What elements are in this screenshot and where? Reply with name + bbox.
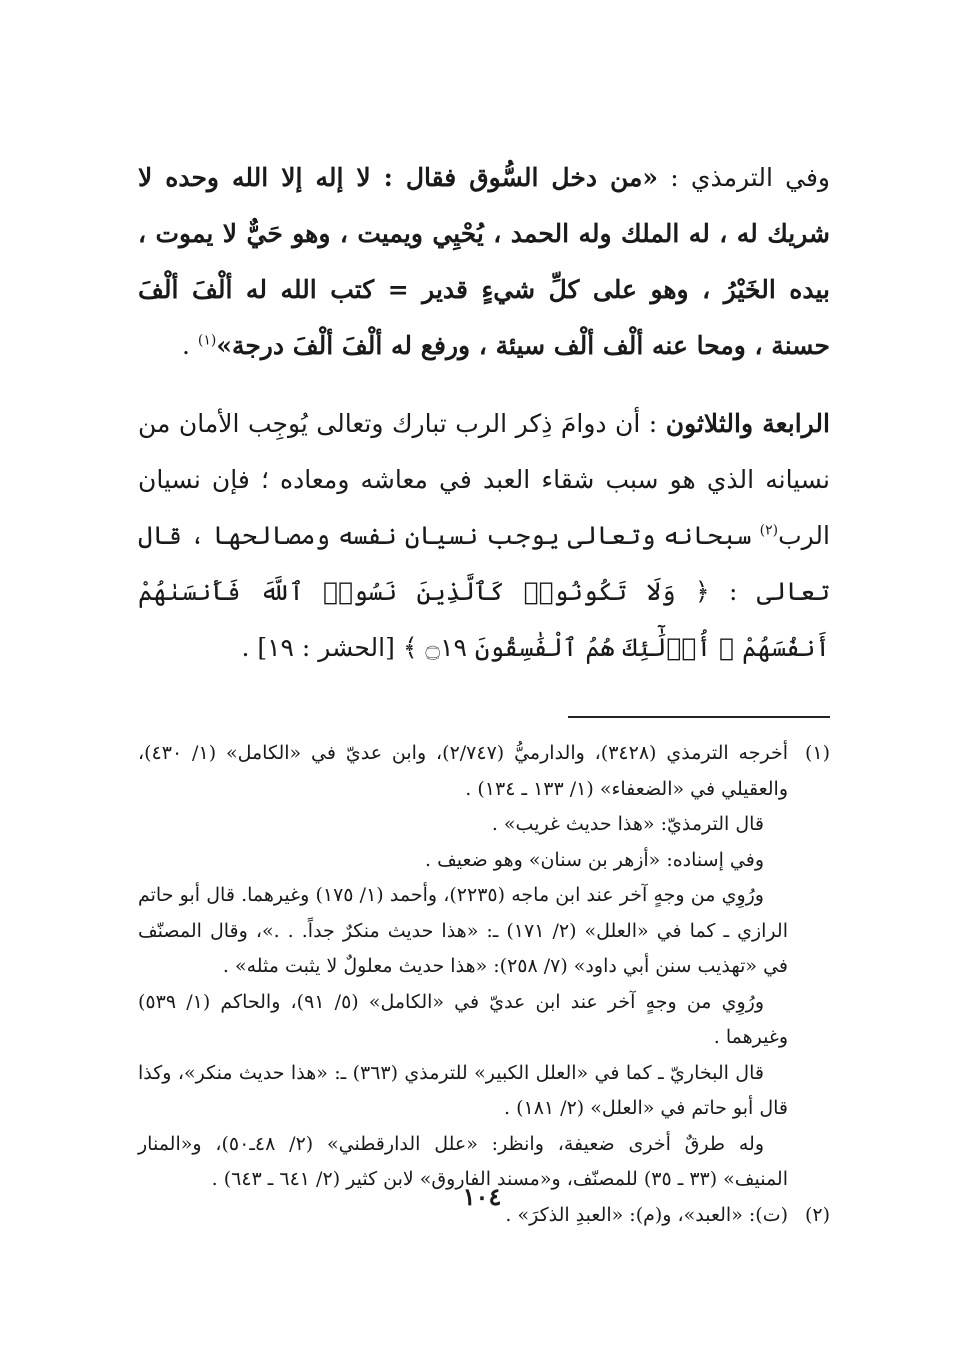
footnote-line: قال البخاريّ ـ كما في «العلل الكبير» للترمذي (٣٦٣) ـ: «هذا حديث منكر»، وكذا قال أبو حاتم في «العلل» (٢/ ١٨١) . [138, 1061, 788, 1119]
footnote-line: قال الترمذيّ: «هذا حديث غريب» . [491, 813, 764, 835]
footnote-separator [568, 716, 830, 718]
page-content [138, 150, 830, 1233]
footnote-line: ورُوِي من وجهٍ آخر عند ابن عديّ في «الكامل» (٥/ ٩١)، والحاكم (١/ ٥٣٩) وغيرهما . [138, 990, 788, 1048]
footnote-line: وله طرقٌ أخرى ضعيفة، وانظر: «علل الدارقطني» (٢/ ٤٨ـ٥٠)، و«المنار المنيف» (٣٣ ـ ٣٥) للمصنّف، و«مسند الفاروق» لابن كثير (٢/ ٦٤١ ـ ٦٤٣) . [138, 1132, 788, 1190]
paragraph-hadith [138, 150, 830, 374]
paragraph-intro: وفي الترمذي : [658, 163, 830, 192]
footnotes [138, 736, 830, 1233]
paragraph-thirty-fourth [138, 396, 830, 676]
footnote-line: ورُوِي من وجهٍ آخر عند ابن ماجه (٢٢٣٥)، وأحمد (١/ ١٧٥) وغيرهما. قال أبو حاتم الرازي ـ كما في «العلل» (٢/ ١٧١) ـ: «هذا حديث منكرٌ جداً. . .»، وقال المصنّف في «تهذيب سنن أبي داود» (٧/ ٢٥٨): «هذا حديث معلولٌ لا يثبت مثله» . [138, 884, 788, 977]
verse-citation: [الحشر : ١٩] . [241, 633, 403, 662]
footnote-line: أخرجه الترمذي (٣٤٢٨)، والدارميُّ (٢/٧٤٧)، وابن عديّ في «الكامل» (١/ ٤٣٠)، والعقيلي في «الضعفاء» (١/ ١٣٣ ـ ١٣٤) . [138, 742, 788, 800]
page-number: ١٠٤ [462, 1182, 502, 1211]
paragraph-text-1: : أن دوامَ ذِكر الرب تبارك وتعالى يُوجِب الأمان من نسيانه الذي هو سبب شقاء العبد في معاشه ومعاده ؛ فإن نسيان الرب [138, 409, 830, 550]
footnote-number: (٢) [804, 1203, 830, 1226]
hadith-text: «من دخل السُّوق فقال : لا إله إلا الله وحده لا شريك له ، له الملك وله الحمد ، يُحْيِي ويميت ، وهو حَيٌّ لا يموت ، بيده الخَيْرُ ، وهو على كلِّ شيءٍ قدير = كتب الله له ألْفَ ألْفَ حسنة ، ومحا عنه ألْف ألْف سيئة ، ورفع له ألْفَ ألْفَ درجة» [138, 163, 830, 360]
footnote-1 [138, 736, 830, 1198]
footnote-number: (١) [804, 742, 830, 764]
section-heading: الرابعة والثلاثون [665, 409, 830, 438]
paragraph-end: . [181, 331, 198, 360]
footnote-line: (ت): «العبد»، و(م): «العبدِ الذكرَ» . [505, 1203, 788, 1226]
footnote-ref-2[interactable]: (٢) [759, 522, 779, 539]
footnote-ref-1[interactable]: (١) [197, 332, 217, 349]
quran-verse: ﴿ وَلَا تَكُونُوا۟ كَٱلَّذِينَ نَسُوا۟ ٱللَّهَ فَأَنسَىٰهُمْ أَنفُسَهُمْ ۚ أُو۟لَٰٓئِكَ هُمُ ٱلْفَٰسِقُونَ ۝١٩ ﴾ [138, 577, 830, 662]
paragraph-text-2: سبحانه وتعالى يوجب نسيان نفسه ومصالحها ، قال تعالى : [138, 521, 830, 606]
footnote-body [138, 736, 788, 1198]
footnote-line: وفي إسناده: «أزهر بن سنان» وهو ضعيف . [424, 848, 764, 871]
